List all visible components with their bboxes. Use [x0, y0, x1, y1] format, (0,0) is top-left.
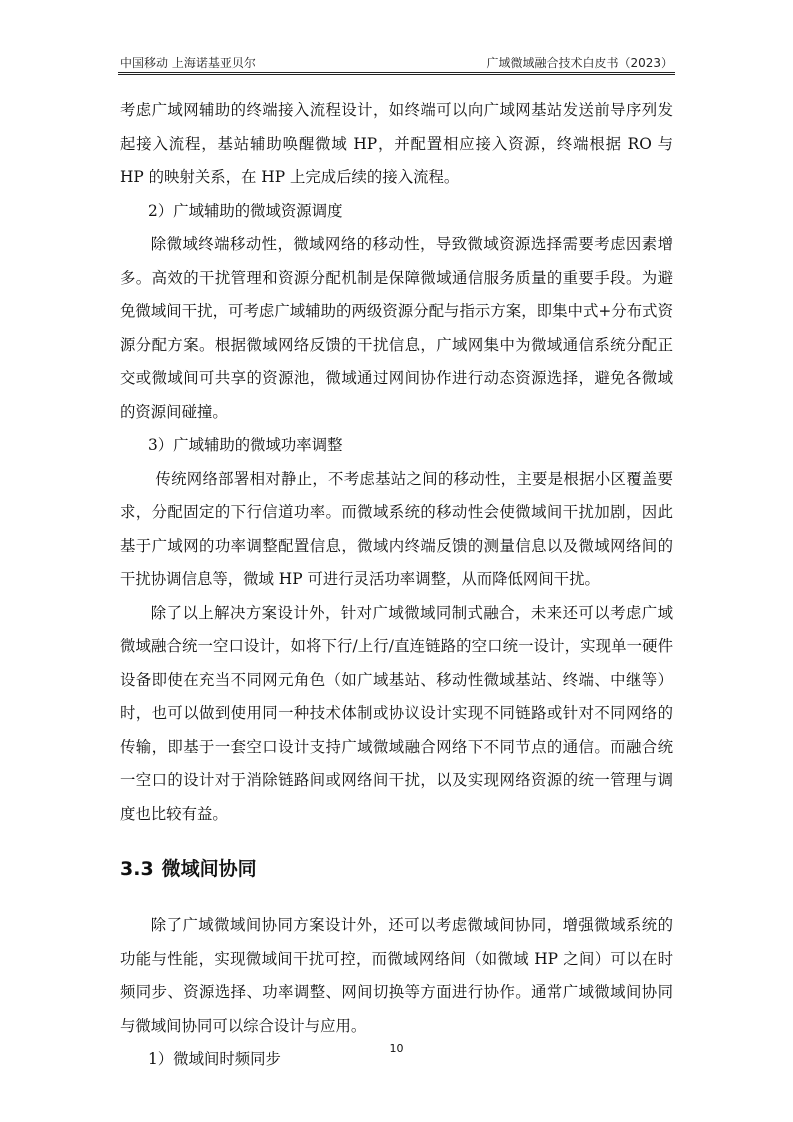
paragraph-power-adjustment: 传统网络部署相对静止，不考虑基站之间的移动性，主要是根据小区覆盖要求，分配固定的下行信道功率。而微域系统的移动性会使微域间干扰加剧，因此基于广域网的功率调整配置信息，微域内终端反馈的测量信息以及微域网络间的干扰协调信息等，微域 HP 可进行灵活功率调整，从而降低网间干扰。	[120, 469, 673, 588]
header-divider	[118, 72, 675, 75]
paragraph-unified-air-interface: 除了以上解决方案设计外，针对广域微域同制式融合，未来还可以考虑广域微域融合统一空口设计，如将下行/上行/直连链路的空口统一设计，实现单一硬件设备即使在充当不同网元角色（如广域基站、移动性微域基站、终端、中继等）时，也可以做到使用同一种技术体制或协议设计实现不同链路或针对不同网络的传输，即基于一套空口设计支持广域微域融合网络下不同节点的通信。而融合统一空口的设计对于消除链路间或网络间干扰，以及实现网络资源的统一管理与调度也比较有益。	[120, 603, 673, 823]
paragraph-inter-micro-collaboration: 除了广域微域间协同方案设计外，还可以考虑微域间协同，增强微域系统的功能与性能，实现微域间干扰可控，而微域网络间（如微域 HP 之间）可以在时频同步、资源选择、功率调整、网间切换等方面进行协作。通常广域微域间协同与微域间协同可以综合设计与应用。	[120, 916, 673, 1035]
section-heading	[120, 855, 673, 883]
header-right-doc-title: 广域微域融合技术白皮书（2023）	[486, 56, 673, 70]
header-left-org: 中国移动 上海诺基亚贝尔	[120, 56, 256, 70]
page-number: 10	[389, 1042, 404, 1055]
section-title: 微域间协同	[161, 858, 257, 880]
section-number: 3.3	[120, 858, 154, 880]
paragraph-access-flow: 考虑广域网辅助的终端接入流程设计，如终端可以向广域网基站发送前导序列发起接入流程，基站辅助唤醒微域 HP，并配置相应接入资源，终端根据 RO 与 HP 的映射关系，在 HP 上完成后续的接入流程。	[120, 101, 673, 186]
subheading-power-adjustment: 3）广域辅助的微域功率调整	[148, 436, 343, 454]
subheading-time-frequency-sync: 1）微域间时频同步	[148, 1050, 281, 1068]
page-content	[120, 94, 673, 1077]
paragraph-resource-scheduling: 除微域终端移动性，微域网络的移动性，导致微域资源选择需要考虑因素增多。高效的干扰管理和资源分配机制是保障微域通信服务质量的重要手段。为避免微域间干扰，可考虑广域辅助的两级资源分配与指示方案，即集中式+分布式资源分配方案。根据微域网络反馈的干扰信息，广域网集中为微域通信系统分配正交或微域间可共享的资源池，微域通过网间协作进行动态资源选择，避免各微域的资源间碰撞。	[120, 235, 673, 421]
subheading-resource-scheduling: 2）广域辅助的微域资源调度	[148, 201, 343, 220]
